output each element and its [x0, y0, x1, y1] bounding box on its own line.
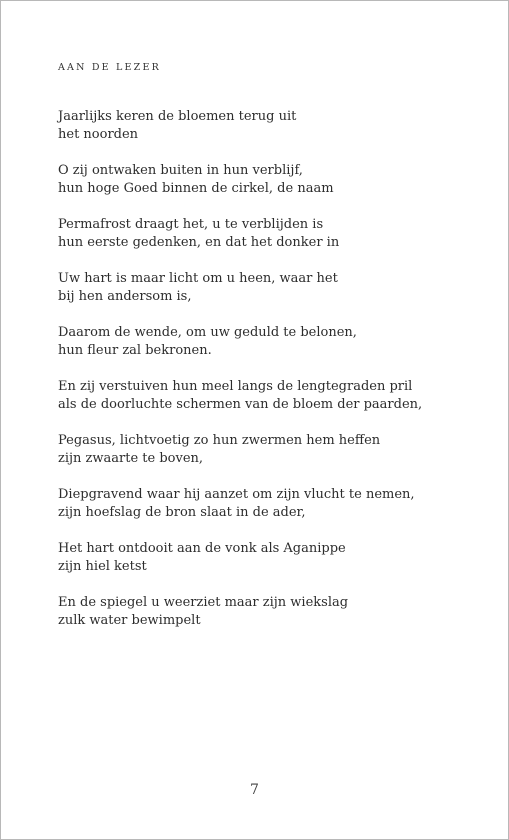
stanza — [58, 324, 478, 360]
stanza — [58, 378, 478, 414]
stanza — [58, 162, 478, 198]
poem-line: En de spiegel u weerziet maar zijn wiekslag — [58, 595, 349, 610]
poem-line: zijn hoefslag de bron slaat in de ader, — [58, 505, 306, 520]
poem-line: zulk water bewimpelt — [58, 613, 201, 628]
stanza — [58, 594, 478, 630]
poem-line: als de doorluchte schermen van de bloem der paarden, — [58, 397, 423, 412]
poem-line: Uw hart is maar licht om u heen, waar het — [58, 271, 338, 286]
poem-body — [58, 108, 478, 648]
poem-line: O zij ontwaken buiten in hun verblijf, — [58, 163, 303, 178]
stanza — [58, 270, 478, 306]
poem-line: Permafrost draagt het, u te verblijden is — [58, 217, 324, 232]
stanza — [58, 486, 478, 522]
stanza — [58, 540, 478, 576]
poem-line: zijn hiel ketst — [58, 559, 147, 574]
stanza — [58, 108, 478, 144]
poem-line: hun eerste gedenken, en dat het donker in — [58, 235, 340, 250]
poem-line: bij hen andersom is, — [58, 289, 192, 304]
poem-line: Daarom de wende, om uw geduld te belonen, — [58, 325, 357, 340]
poem-line: Pegasus, lichtvoetig zo hun zwermen hem heffen — [58, 433, 381, 448]
poem-line: Diepgravend waar hij aanzet om zijn vlucht te nemen, — [58, 487, 415, 502]
poem-line: En zij verstuiven hun meel langs de lengtegraden pril — [58, 379, 413, 394]
poem-line: hun fleur zal bekronen. — [58, 343, 212, 358]
stanza — [58, 216, 478, 252]
poem-line: zijn zwaarte te boven, — [58, 451, 204, 466]
poem-line: Jaarlijks keren de bloemen terug uit — [58, 109, 297, 124]
poem-line: Het hart ontdooit aan de vonk als Aganippe — [58, 541, 346, 556]
page-number: 7 — [250, 782, 259, 798]
section-heading: AAN DE LEZER — [58, 62, 161, 73]
stanza — [58, 432, 478, 468]
poem-line: het noorden — [58, 127, 139, 142]
poem-line: hun hoge Goed binnen de cirkel, de naam — [58, 181, 334, 196]
